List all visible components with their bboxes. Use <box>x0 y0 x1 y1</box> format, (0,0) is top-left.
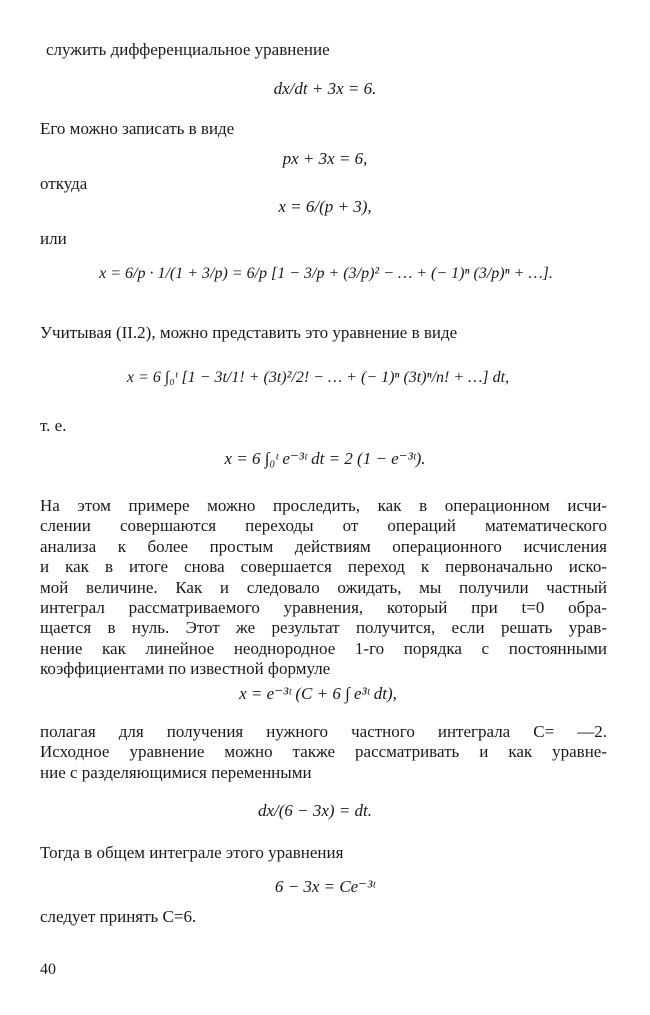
text-line: Его можно записать в виде <box>40 119 235 138</box>
paragraph-line: интеграл рассматриваемого уравнения, который при t=0 обра- <box>40 598 607 618</box>
equation-operator-form: px + 3x = 6, <box>282 149 368 168</box>
text-line: Учитывая (II.2), можно представить это уравнение в виде <box>40 323 458 342</box>
text-line: т. е. <box>40 416 67 435</box>
paragraph-line: щается в нуль. Этот же результат получится, если решать урав- <box>40 618 607 638</box>
paragraph-line: нение как линейное неоднородное 1-го порядка с постоянными <box>40 638 607 658</box>
equation-dxdt: dx/dt + 3x = 6. <box>273 79 377 98</box>
text-line: служить дифференциальное уравнение <box>46 40 330 59</box>
equation-separable: dx/(6 − 3x) = dt. <box>257 801 373 820</box>
page-number: 40 <box>40 961 56 978</box>
paragraph-line: слении совершаются переходы от операций математического <box>40 516 607 536</box>
equation-integral-result: x = 6 ∫₀ᵗ e⁻³ᵗ dt = 2 (1 − e⁻³ᵗ). <box>224 449 426 468</box>
equation-x-solution: x = 6/(p + 3), <box>278 197 372 216</box>
paragraph-line: На этом примере можно проследить, как в операционном исчи- <box>40 496 607 515</box>
paragraph-line: коэффициентами по известной формуле <box>40 659 331 679</box>
text-line: следует принять C=6. <box>40 907 197 926</box>
paragraph-line: Исходное уравнение можно также рассматривать и как уравне- <box>40 742 607 762</box>
equation-series-expansion: x = 6/p · 1/(1 + 3/p) = 6/p [1 − 3/p + (3/p)² − … + (− 1)ⁿ (3/p)ⁿ + …]. <box>99 265 553 282</box>
paragraph-line: полагая для получения нужного частного интеграла C= —2. <box>40 722 607 741</box>
paragraph-line: мой величине. Как и следовало ожидать, мы получили частный <box>40 577 607 597</box>
text-line: откуда <box>40 174 88 193</box>
text-line: или <box>40 229 67 248</box>
equation-integral-series: x = 6 ∫₀ᵗ [1 − 3t/1! + (3t)²/2! − … + (− 1)ⁿ (3t)ⁿ/n! + …] dt, <box>126 369 510 386</box>
paragraph-line: ние с разделяющимися переменными <box>40 762 312 782</box>
equation-general-integral: 6 − 3x = Ce⁻³ᵗ <box>274 877 376 896</box>
paragraph-line: анализа к более простым действиям операционного исчисления <box>40 536 607 556</box>
text-line: Тогда в общем интеграле этого уравнения <box>40 843 344 862</box>
paragraph <box>40 496 607 680</box>
equation-linear-formula: x = e⁻³ᵗ (C + 6 ∫ e³ᵗ dt), <box>239 684 397 703</box>
paragraph <box>40 722 607 783</box>
paragraph-line: и как в итоге снова совершается переход к первоначально иско- <box>40 557 607 577</box>
